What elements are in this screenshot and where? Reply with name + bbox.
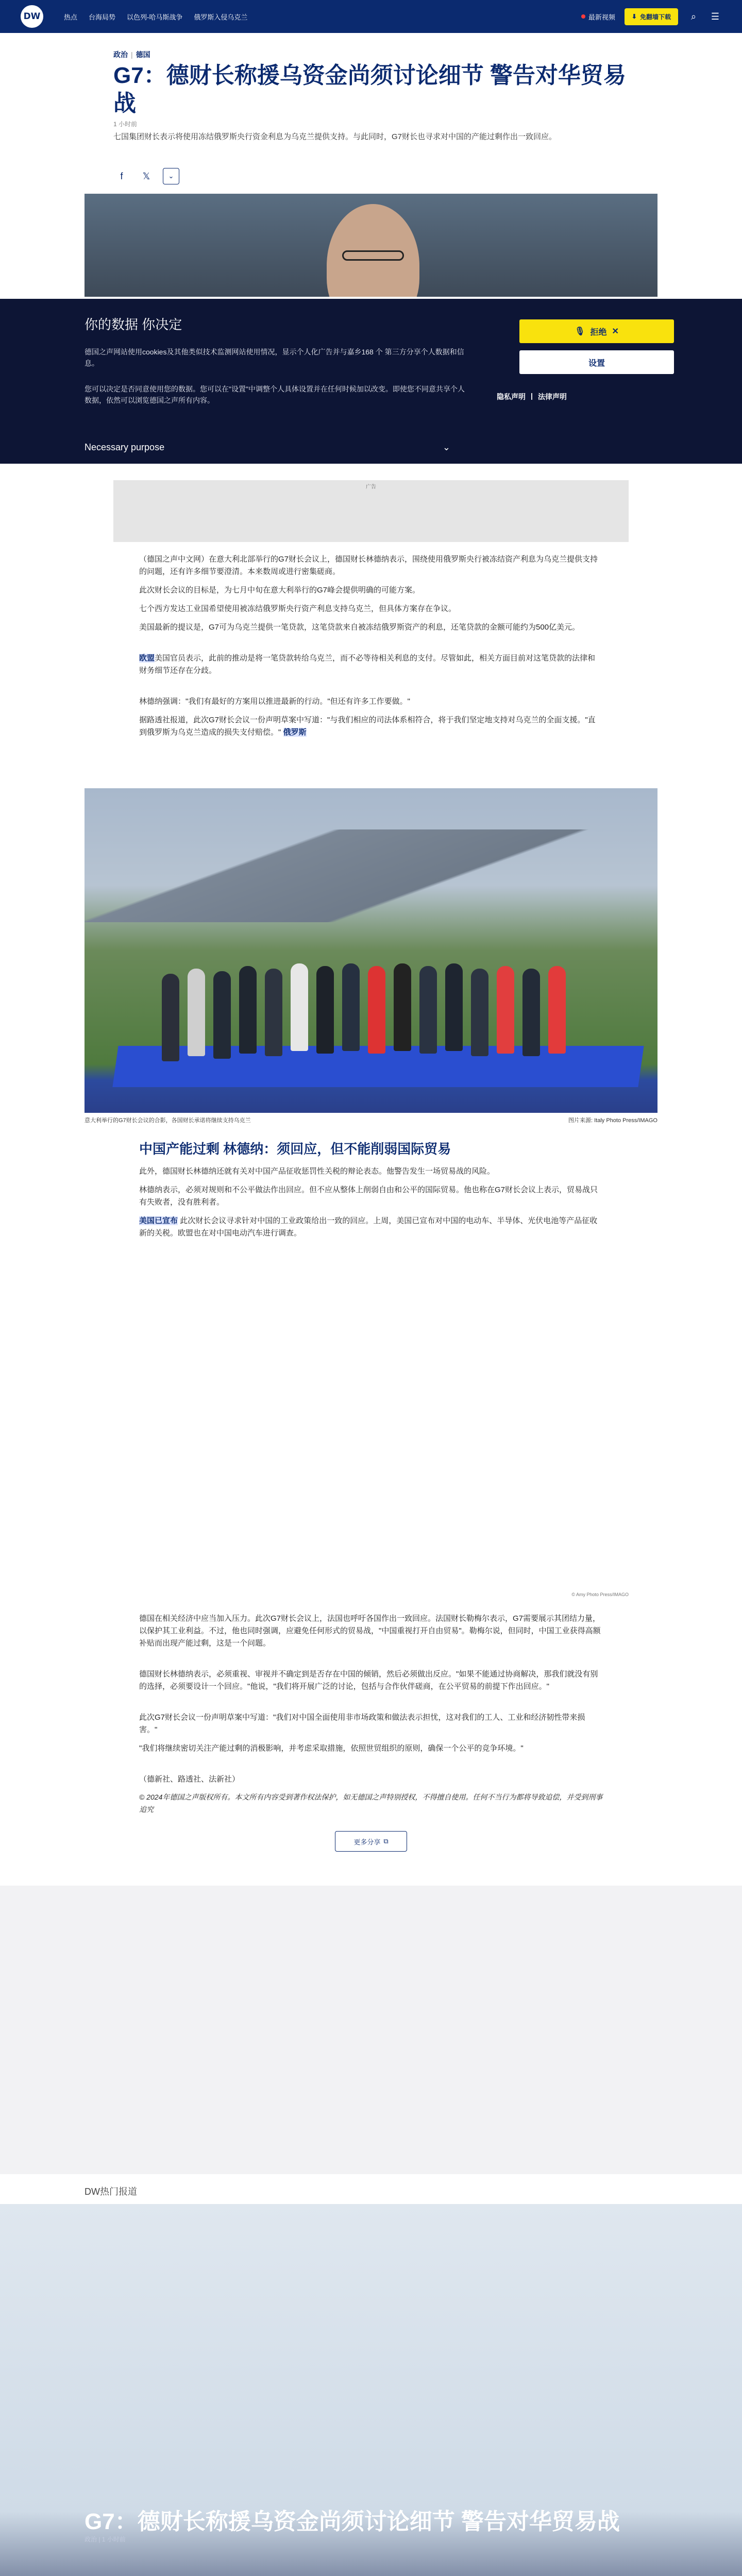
related-label: DW热门报道 — [85, 2187, 137, 2197]
x-twitter-icon[interactable]: 𝕏 — [142, 171, 150, 181]
link-separator: | — [531, 392, 533, 400]
g7-group-photo — [85, 788, 657, 1113]
embedded-media — [113, 1288, 629, 1597]
paragraph-7-text: 据路透社报道，此次G7财长会议一份声明草案中写道："与我们相应的司法体系相符合，将于我们坚定地支持对乌克兰的全面支援。"直到俄罗斯为乌克兰造成的损失支付赔偿。" — [139, 716, 596, 737]
search-icon[interactable]: ⌕ — [690, 11, 697, 22]
photo-person — [213, 971, 231, 1059]
embed-credit: © Amy Photo Press/IMAGO — [571, 1592, 629, 1597]
header-actions — [581, 8, 721, 25]
paragraph-7 — [139, 714, 603, 739]
nav-item-taiwan[interactable]: 台海局势 — [89, 13, 116, 21]
photo-person — [394, 963, 411, 1051]
download-app-label: 免翻墙下载 — [639, 13, 671, 21]
section-heading: 中国产能过剩 林德纳：须回应，但不能削弱国际贸易 — [139, 1141, 451, 1157]
more-share-button[interactable] — [335, 1831, 407, 1852]
photo-credit: 图片来源: Italy Photo Press/IMAGO — [568, 1117, 657, 1124]
menu-icon[interactable]: ☰ — [711, 11, 720, 22]
paragraph-2: 此次财长会议的目标是，为七月中旬在意大利举行的G7峰会提供明确的可能方案。 — [139, 586, 420, 595]
paragraph-11: 德国在相关经济中应当加入压力。此次G7财长会议上，法国也呼吁各国作出一致回应。法国财长勒梅尔表示，G7需要展示其团结力量，以保护其工业利益。不过，他也同时强调，应避免任何形式的贸易战，"中国重视打开自由贸易"。勒梅尔说，但同时，中国工业获得高额补贴而出现产能过剩，这是一个问题。 — [139, 1614, 601, 1648]
hero-glasses — [342, 250, 404, 261]
photo-person — [522, 969, 540, 1056]
dw-logo[interactable]: DW — [21, 5, 43, 28]
paragraph-12: 德国财长林德纳表示，必须重视、审视并不确定到是否存在中国的倾销，然后必须做出反应。"如果不能通过协商解决，那我们就没有别的选择，必须要设计一个回应。"他说，"我们将开展广泛的讨论，包括与合作伙伴磋商，在公平贸易的前提下作出回应。" — [139, 1670, 598, 1691]
necessary-purpose-toggle[interactable] — [85, 442, 450, 453]
privacy-link[interactable]: 隐私声明 — [497, 393, 526, 401]
chevron-down-icon[interactable]: ⌄ — [163, 168, 179, 184]
live-dot-icon — [581, 14, 585, 19]
highlight-us[interactable]: 美国已宣布 — [139, 1216, 178, 1225]
paragraph-8: 此外，德国财长林德纳还就有关对中国产品征收惩罚性关税的辩论表态。他警告发生一场贸易战的风险。 — [139, 1167, 495, 1176]
photo-person — [265, 969, 282, 1056]
paragraph-9: 林德纳表示，必须对规则和不公平做法作出回应。但不应从整体上削弱自由和公平的国际贸易。他也称在G7财长会议上表示，贸易战只有失败者，没有胜利者。 — [139, 1185, 598, 1207]
paragraph-15: （德新社、路透社、法新社） — [139, 1775, 240, 1784]
photo-person — [342, 963, 360, 1051]
paragraph-5-text: 美国官员表示，此前的推动是将一笔贷款转给乌克兰，而不必等待相关利息的支付。尽管如此，相关方面目前对这笔贷款的法律和财务细节还存在分歧。 — [139, 654, 596, 675]
paragraph-13: 此次G7财长会议一份声明草案中写道："我们对中国全面使用非市场政策和做法表示担忧，这对我们的工人、工业和经济韧性带来损害。" — [139, 1713, 585, 1734]
cookie-title: 你的数据 你决定 — [85, 317, 182, 332]
paragraph-5 — [139, 652, 603, 677]
more-share-label: 更多分享 — [353, 1838, 381, 1846]
paragraph-10-text: 此次财长会议寻求针对中国的工业政策给出一致的回应。上周，美国已宣布对中国的电动车、半导体、光伏电池等产品征收新的关税。欧盟也在对中国电动汽车进行调查。 — [139, 1216, 598, 1238]
cookie-text-2: 您可以决定是否同意使用您的数据。您可以在"设置"中调整个人具体设置并在任何时候加以改变。即使您不同意共享个人数据，依然可以浏览德国之声所有内容。 — [85, 385, 465, 404]
download-icon: ⬇ — [631, 13, 637, 20]
ad-placeholder-block — [0, 1886, 742, 2174]
photo-caption-bar — [85, 1116, 657, 1124]
breadcrumb — [113, 49, 629, 60]
featured-story-title[interactable]: G7：德财长称援乌资金尚须讨论细节 警告对华贸易战 — [85, 2509, 620, 2534]
photo-caption: 意大利举行的G7财长会议的合影，各国财长承诺将继续支持乌克兰 — [85, 1117, 251, 1124]
copy-icon: ⧉ — [383, 1837, 389, 1845]
paragraph-3: 七个西方发达工业国希望使用被冻结俄罗斯央行资产利息支持乌克兰，但具体方案存在争议。 — [139, 604, 457, 613]
mic-icon: 🎙 — [575, 327, 585, 336]
main-nav — [64, 12, 247, 22]
live-video-link[interactable] — [581, 12, 615, 22]
ad-slot — [113, 480, 629, 542]
paragraph-1: （德国之声中文网）在意大利北部举行的G7财长会议上，德国财长林德纳表示，围绕使用俄罗斯央行被冻结资产利息为乌克兰提供支持的问题，还有许多细节要澄清。本来数周或进行密集磋商。 — [139, 555, 598, 576]
nav-item-hot[interactable]: 热点 — [64, 13, 78, 21]
legal-link[interactable]: 法律声明 — [537, 393, 567, 401]
nav-item-ukraine[interactable]: 俄罗斯入侵乌克兰 — [194, 13, 248, 21]
paragraph-6: 林德纳强调："我们有最好的方案用以推进最新的行动。"但还有许多工作要做。" — [139, 697, 410, 706]
cookie-reject-label: 拒绝 — [590, 328, 607, 337]
featured-story-meta: 政治 | 1 小时前 — [85, 2536, 126, 2543]
photo-person — [162, 974, 179, 1061]
hero-image — [85, 194, 657, 297]
photo-person — [188, 969, 205, 1056]
share-bar — [113, 168, 629, 184]
breadcrumb-politics[interactable]: 政治 — [113, 50, 128, 59]
cookie-text: 德国之声网站使用cookies及其他类似技术监测网站使用情况，显示个人化广告并与嘉乡168 个 第三方分享个人数据和信息。 — [85, 348, 464, 367]
paragraph-14: "我们将继续密切关注产能过剩的消极影响，并考虑采取措施，依照世贸组织的原则，确保一个公平的竞争环境。" — [139, 1744, 524, 1753]
copyright-note: © 2024年德国之声版权所有。本文所有内容受到著作权法保护，如无德国之声特别授权，不得擅自使用。任何不当行为都将导致追偿，并受到刑事追究 — [139, 1793, 603, 1814]
cookie-reject-button[interactable] — [519, 319, 674, 343]
photo-person — [368, 966, 385, 1054]
live-video-label: 最新视频 — [588, 13, 615, 21]
highlight-eu[interactable]: 欧盟 — [139, 654, 155, 663]
photo-person — [548, 966, 566, 1054]
photo-person — [316, 966, 334, 1054]
nav-item-israel[interactable]: 以色列-哈马斯战争 — [127, 13, 183, 21]
breadcrumb-separator: | — [131, 50, 133, 59]
cookie-settings-button[interactable]: 设置 — [519, 350, 674, 374]
breadcrumb-germany[interactable]: 德国 — [136, 50, 150, 59]
photo-person — [445, 963, 463, 1051]
cookie-links — [497, 392, 567, 402]
download-app-button[interactable] — [625, 8, 678, 25]
highlight-russia[interactable]: 俄罗斯 — [283, 728, 307, 737]
facebook-icon[interactable]: f — [120, 171, 123, 181]
cookie-consent-banner — [0, 299, 742, 464]
article-title: G7：德财长称援乌资金尚须讨论细节 警告对华贸易战 — [113, 63, 626, 116]
chevron-down-icon: ⌄ — [442, 442, 450, 452]
photo-person — [419, 966, 437, 1054]
article-time: 1 小时前 — [113, 121, 138, 128]
photo-mountains — [85, 829, 657, 922]
top-navigation-bar — [0, 0, 742, 33]
ad-label: 广告 — [366, 484, 376, 490]
close-icon: ✕ — [612, 327, 619, 336]
photo-person — [291, 963, 308, 1051]
paragraph-4: 美国最新的提议是，G7可为乌克兰提供一笔贷款，这笔贷款来自被冻结俄罗斯资产的利息，还笔贷款的金额可能约为500亿美元。 — [139, 623, 580, 632]
article-lead: 七国集团财长表示将使用冻结俄罗斯央行资金利息为乌克兰提供支持。与此同时，G7财长也寻求对中国的产能过剩作出一致回应。 — [113, 132, 557, 141]
necessary-purpose-label: Necessary purpose — [85, 442, 165, 452]
photo-person — [471, 969, 488, 1056]
photo-person — [239, 966, 257, 1054]
paragraph-10 — [139, 1215, 603, 1240]
photo-person — [497, 966, 514, 1054]
